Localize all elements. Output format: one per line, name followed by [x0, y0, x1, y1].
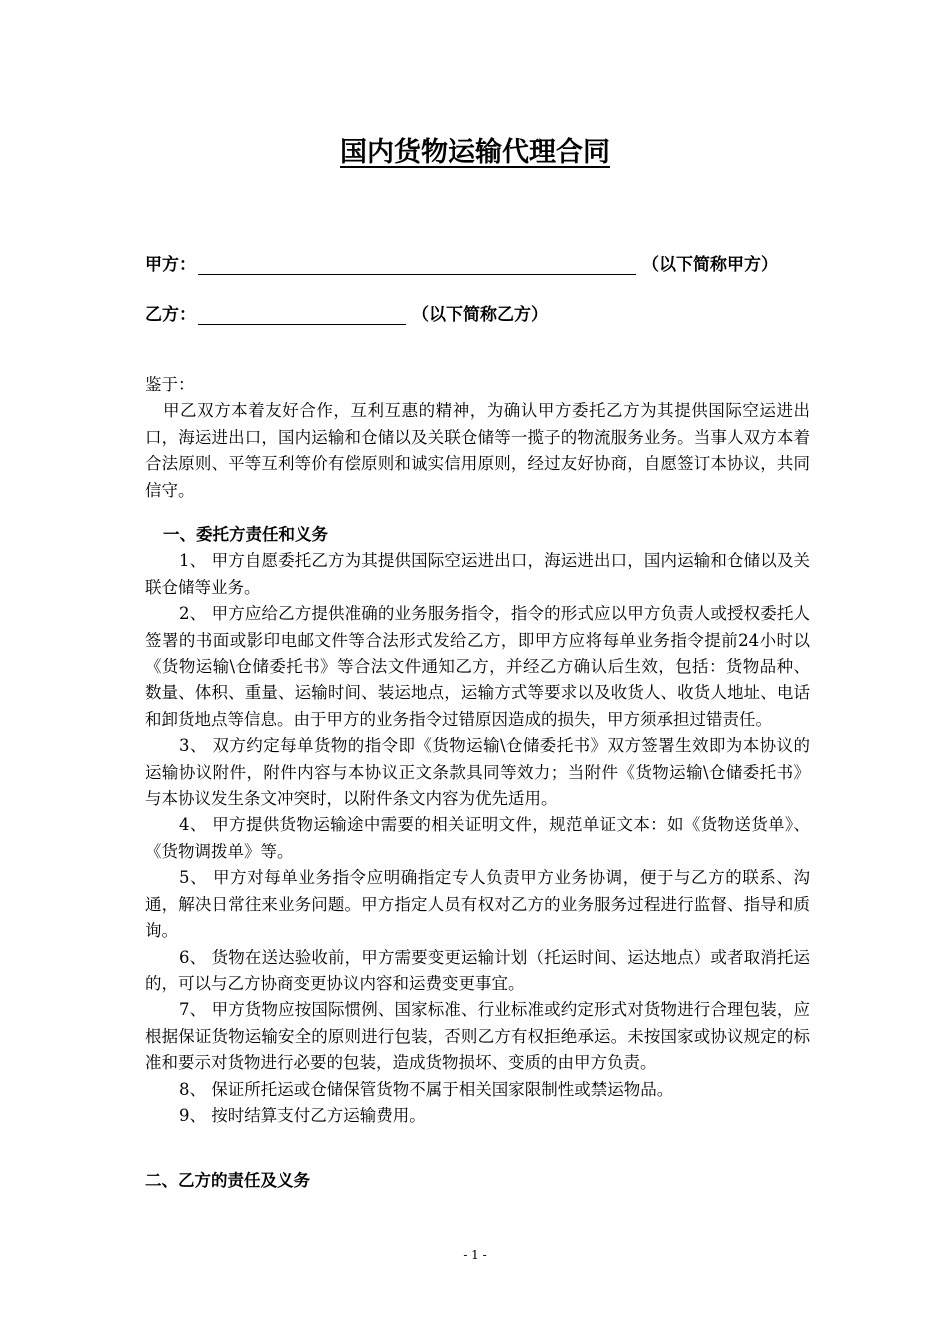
preamble-block [145, 372, 810, 504]
section1-item: 3、 双方约定每单货物的指令即《货物运输\仓储委托书》双方签署生效即为本协议的运输协议附件，附件内容与本协议正文条款具同等效力；当附件《货物运输\仓储委托书》与本协议发生条文冲突时，以附件条文内容为优先适用。 [145, 736, 810, 809]
party-b-suffix: （以下简称乙方） [412, 305, 548, 325]
party-b-line [145, 300, 548, 325]
section2-heading: 二、乙方的责任及义务 [145, 1171, 310, 1190]
section2-block [145, 1168, 810, 1194]
party-b-blank [198, 304, 406, 325]
document-title [0, 130, 950, 169]
preamble-text: 甲乙双方本着友好合作，互利互惠的精神，为确认甲方委托乙方为其提供国际空运进出口，海运进出口，国内运输和仓储以及关联仓储等一揽子的物流服务业务。当事人双方本着合法原则、平等互利等价有偿原则和诚实信用原则，经过友好协商，自愿签订本协议，共同信守。 [145, 401, 810, 500]
section1-item: 6、 货物在送达验收前，甲方需要变更运输计划（托运时间、运达地点）或者取消托运的，可以与乙方协商变更协议内容和运费变更事宜。 [145, 947, 810, 993]
page-number: - 1 - [463, 1248, 487, 1262]
section1-item: 7、 甲方货物应按国际惯例、国家标准、行业标准或约定形式对货物进行合理包装，应根据保证货物运输安全的原则进行包装，否则乙方有权拒绝承运。未按国家或协议规定的标准和要示对货物进行必要的包装，造成货物损坏、变质的由甲方负责。 [145, 1000, 810, 1073]
section1-block [145, 522, 810, 1129]
section1-item: 9、 按时结算支付乙方运输费用。 [179, 1105, 426, 1125]
party-a-suffix: （以下简称甲方） [642, 255, 778, 275]
section1-heading: 一、委托方责任和义务 [163, 525, 328, 544]
section1-item: 4、 甲方提供货物运输途中需要的相关证明文件，规范单证文本：如《货物送货单》、《货物调拨单》等。 [145, 815, 810, 861]
party-a-label: 甲方： [145, 255, 196, 275]
preamble-label: 鉴于： [145, 375, 195, 394]
section1-item: 5、 甲方对每单业务指令应明确指定专人负责甲方业务协调，便于与乙方的联系、沟通，解决日常往来业务问题。甲方指定人员有权对乙方的业务服务过程进行监督、指导和质询。 [145, 868, 810, 941]
party-a-blank [198, 254, 636, 275]
section1-item: 8、 保证所托运或仓储保管货物不属于相关国家限制性或禁运物品。 [179, 1079, 674, 1099]
title-text: 国内货物运输代理合同 [340, 137, 610, 168]
section1-item: 1、 甲方自愿委托乙方为其提供国际空运进出口，海运进出口，国内运输和仓储以及关联仓储等业务。 [145, 551, 810, 597]
section1-item: 2、 甲方应给乙方提供准确的业务服务指令，指令的形式应以甲方负责人或授权委托人签署的书面或影印电邮文件等合法形式发给乙方，即甲方应将每单业务指令提前24小时以《货物运输\仓储委托书》等合法文件通知乙方，并经乙方确认后生效，包括：货物品种、数量、体积、重量、运输时间、装运地点，运输方式等要求以及收货人、收货人地址、电话和卸货地点等信息。由于甲方的业务指令过错原因造成的损失，甲方须承担过错责任。 [145, 604, 810, 729]
party-b-label: 乙方： [145, 305, 196, 325]
party-a-line [145, 250, 778, 275]
